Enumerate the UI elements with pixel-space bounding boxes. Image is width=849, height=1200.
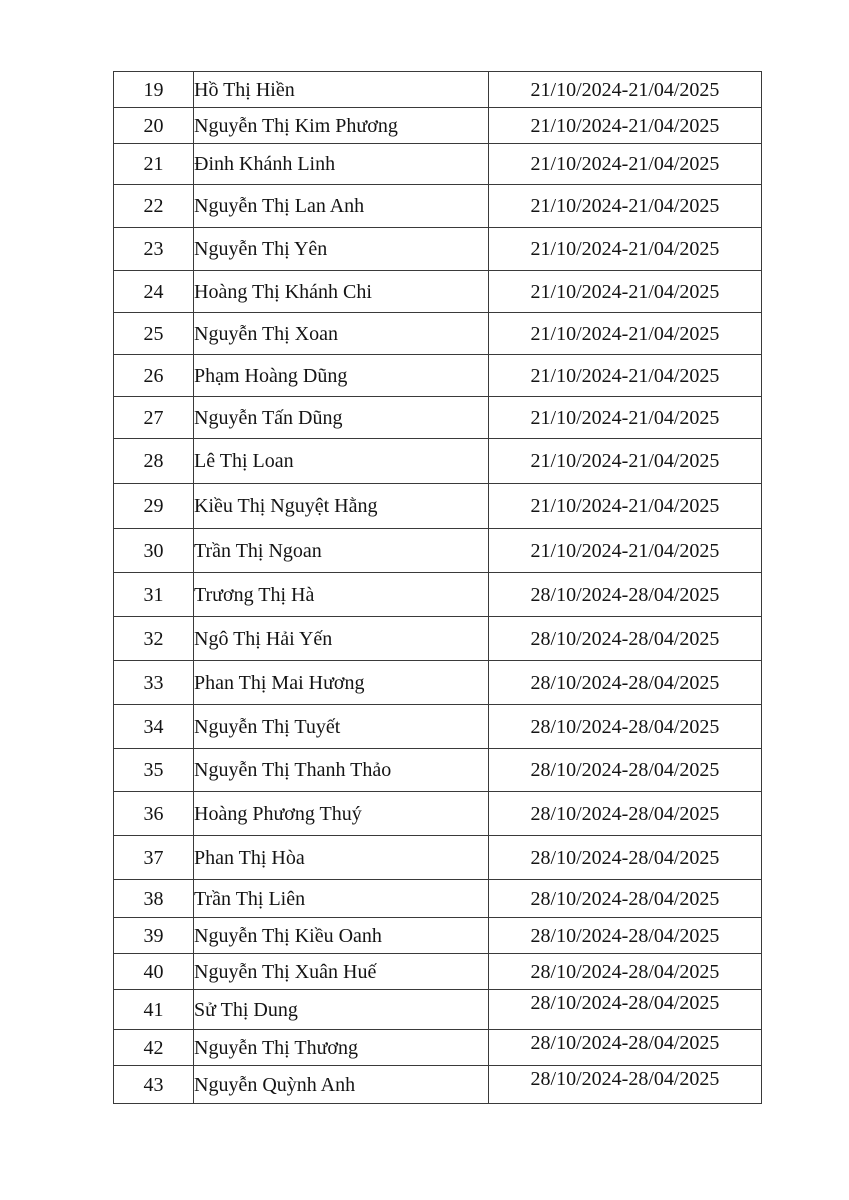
- row-number-cell: 30: [114, 529, 194, 573]
- row-number-cell: 19: [114, 72, 194, 108]
- student-name-cell: Trần Thị Liên: [194, 880, 489, 918]
- row-number-cell: 26: [114, 355, 194, 397]
- row-number-cell: 39: [114, 918, 194, 954]
- date-range-cell: 28/10/2024-28/04/2025: [489, 1030, 762, 1066]
- student-name-cell: Kiều Thị Nguyệt Hằng: [194, 484, 489, 529]
- table-row: [114, 1030, 762, 1066]
- student-name-cell: Nguyễn Quỳnh Anh: [194, 1066, 489, 1104]
- row-number-cell: 27: [114, 397, 194, 439]
- table-row: [114, 397, 762, 439]
- row-number-cell: 42: [114, 1030, 194, 1066]
- table-row: [114, 1066, 762, 1104]
- student-name-cell: Lê Thị Loan: [194, 439, 489, 484]
- table-row: [114, 617, 762, 661]
- row-number-cell: 21: [114, 144, 194, 185]
- student-name-cell: Ngô Thị Hải Yến: [194, 617, 489, 661]
- row-number-cell: 28: [114, 439, 194, 484]
- table-row: [114, 313, 762, 355]
- table-row: [114, 836, 762, 880]
- date-range-cell: 21/10/2024-21/04/2025: [489, 313, 762, 355]
- date-range-cell: 28/10/2024-28/04/2025: [489, 880, 762, 918]
- row-number-cell: 25: [114, 313, 194, 355]
- row-number-cell: 43: [114, 1066, 194, 1104]
- date-range-cell: 21/10/2024-21/04/2025: [489, 439, 762, 484]
- table-row: [114, 954, 762, 990]
- student-name-cell: Trần Thị Ngoan: [194, 529, 489, 573]
- table-row: [114, 144, 762, 185]
- date-range-cell: 28/10/2024-28/04/2025: [489, 617, 762, 661]
- table-row: [114, 271, 762, 313]
- table-row: [114, 705, 762, 749]
- student-name-cell: Nguyễn Thị Kim Phương: [194, 108, 489, 144]
- table-row: [114, 880, 762, 918]
- row-number-cell: 33: [114, 661, 194, 705]
- student-name-cell: Phan Thị Mai Hương: [194, 661, 489, 705]
- date-range-cell: 28/10/2024-28/04/2025: [489, 661, 762, 705]
- student-name-cell: Trương Thị Hà: [194, 573, 489, 617]
- date-range-cell: 21/10/2024-21/04/2025: [489, 144, 762, 185]
- student-name-cell: Hồ Thị Hiền: [194, 72, 489, 108]
- table-row: [114, 749, 762, 792]
- row-number-cell: 34: [114, 705, 194, 749]
- row-number-cell: 38: [114, 880, 194, 918]
- date-range-cell: 28/10/2024-28/04/2025: [489, 918, 762, 954]
- row-number-cell: 24: [114, 271, 194, 313]
- date-range-cell: 21/10/2024-21/04/2025: [489, 108, 762, 144]
- date-range-cell: 21/10/2024-21/04/2025: [489, 397, 762, 439]
- student-name-cell: Sử Thị Dung: [194, 990, 489, 1030]
- student-name-cell: Hoàng Thị Khánh Chi: [194, 271, 489, 313]
- date-range-cell: 21/10/2024-21/04/2025: [489, 72, 762, 108]
- table-row: [114, 185, 762, 228]
- date-range-cell: 28/10/2024-28/04/2025: [489, 749, 762, 792]
- student-name-cell: Nguyễn Thị Yên: [194, 228, 489, 271]
- row-number-cell: 23: [114, 228, 194, 271]
- table-row: [114, 529, 762, 573]
- date-range-cell: 21/10/2024-21/04/2025: [489, 484, 762, 529]
- table-row: [114, 661, 762, 705]
- table-row: [114, 573, 762, 617]
- row-number-cell: 40: [114, 954, 194, 990]
- row-number-cell: 41: [114, 990, 194, 1030]
- table-row: [114, 108, 762, 144]
- table-row: [114, 228, 762, 271]
- student-name-cell: Nguyễn Thị Thương: [194, 1030, 489, 1066]
- date-range-cell: 21/10/2024-21/04/2025: [489, 355, 762, 397]
- table-row: [114, 72, 762, 108]
- date-range-cell: 28/10/2024-28/04/2025: [489, 1066, 762, 1104]
- table-row: [114, 484, 762, 529]
- student-name-cell: Nguyễn Thị Xoan: [194, 313, 489, 355]
- student-name-cell: Nguyễn Thị Lan Anh: [194, 185, 489, 228]
- student-name-cell: Phạm Hoàng Dũng: [194, 355, 489, 397]
- row-number-cell: 32: [114, 617, 194, 661]
- student-name-cell: Nguyễn Thị Xuân Huế: [194, 954, 489, 990]
- row-number-cell: 37: [114, 836, 194, 880]
- student-name-cell: Phan Thị Hòa: [194, 836, 489, 880]
- table-row: [114, 918, 762, 954]
- date-range-cell: 28/10/2024-28/04/2025: [489, 990, 762, 1030]
- roster-table: [113, 71, 762, 1104]
- date-range-cell: 28/10/2024-28/04/2025: [489, 792, 762, 836]
- date-range-cell: 28/10/2024-28/04/2025: [489, 954, 762, 990]
- row-number-cell: 22: [114, 185, 194, 228]
- student-name-cell: Nguyễn Tấn Dũng: [194, 397, 489, 439]
- date-range-cell: 21/10/2024-21/04/2025: [489, 271, 762, 313]
- table-row: [114, 990, 762, 1030]
- student-name-cell: Nguyễn Thị Tuyết: [194, 705, 489, 749]
- student-name-cell: Hoàng Phương Thuý: [194, 792, 489, 836]
- student-name-cell: Nguyễn Thị Kiều Oanh: [194, 918, 489, 954]
- date-range-cell: 28/10/2024-28/04/2025: [489, 573, 762, 617]
- date-range-cell: 21/10/2024-21/04/2025: [489, 185, 762, 228]
- student-name-cell: Nguyễn Thị Thanh Thảo: [194, 749, 489, 792]
- table-row: [114, 439, 762, 484]
- row-number-cell: 35: [114, 749, 194, 792]
- date-range-cell: 28/10/2024-28/04/2025: [489, 836, 762, 880]
- row-number-cell: 29: [114, 484, 194, 529]
- table-row: [114, 792, 762, 836]
- row-number-cell: 36: [114, 792, 194, 836]
- date-range-cell: 21/10/2024-21/04/2025: [489, 228, 762, 271]
- row-number-cell: 31: [114, 573, 194, 617]
- date-range-cell: 21/10/2024-21/04/2025: [489, 529, 762, 573]
- table-row: [114, 355, 762, 397]
- date-range-cell: 28/10/2024-28/04/2025: [489, 705, 762, 749]
- student-name-cell: Đinh Khánh Linh: [194, 144, 489, 185]
- row-number-cell: 20: [114, 108, 194, 144]
